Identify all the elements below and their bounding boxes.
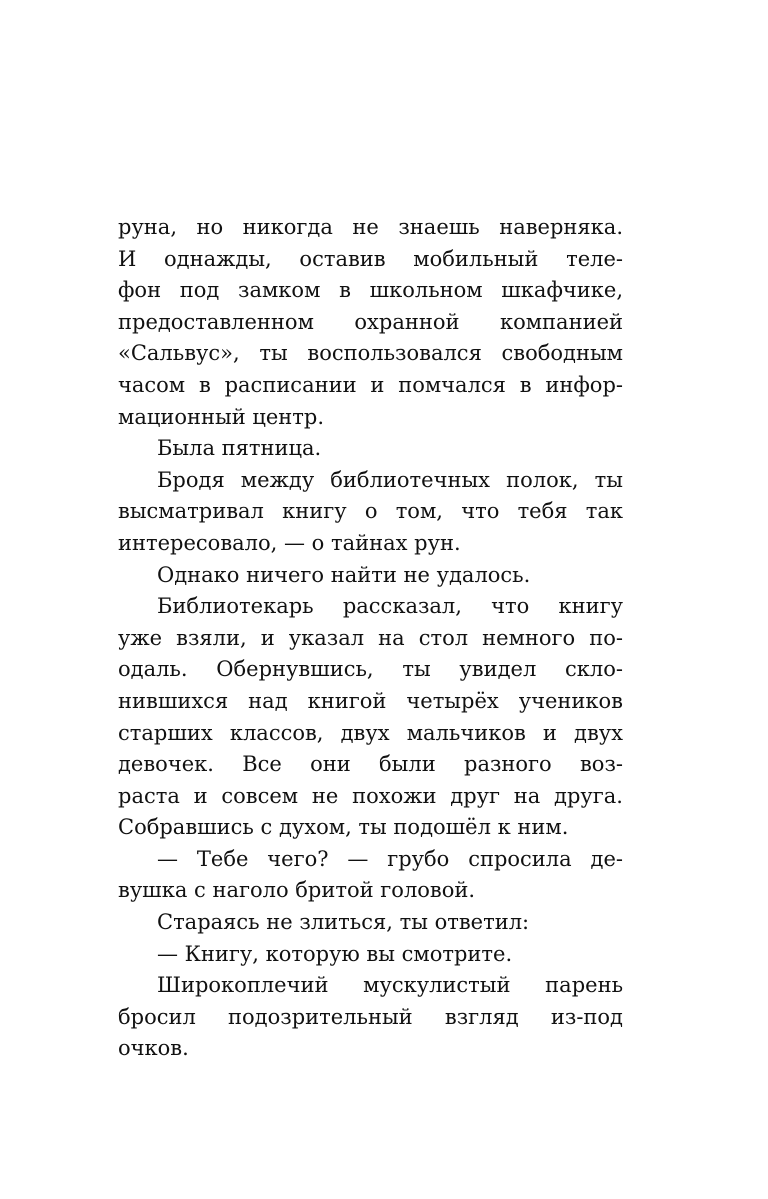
- text-line: нившихся над книгой четырёх учеников: [118, 688, 623, 713]
- text-line: интересовало, — о тайнах рун.: [118, 530, 461, 555]
- paragraph: [118, 844, 623, 907]
- paragraph: [118, 560, 623, 592]
- text-line: — Книгу, которую вы смотрите.: [157, 941, 513, 966]
- text-line: Бродя между библиотечных полок, ты: [157, 467, 623, 492]
- text-line: Была пятница.: [157, 436, 322, 461]
- text-line: предоставленном охранной компанией: [118, 309, 623, 334]
- paragraph: [118, 465, 623, 560]
- text-line: часом в расписании и помчался в инфор-: [118, 372, 623, 397]
- text-line: одаль. Обернувшись, ты увидел скло-: [118, 657, 623, 682]
- text-line: девочек. Все они были разного воз-: [118, 752, 623, 777]
- paragraph: [118, 212, 623, 433]
- paragraph: [118, 939, 623, 971]
- text-line: мационный центр.: [118, 404, 325, 429]
- text-line: уже взяли, и указал на стол немного по-: [118, 625, 623, 650]
- text-line: очков.: [118, 1036, 189, 1061]
- paragraph: [118, 591, 623, 844]
- text-line: руна, но никогда не знаешь наверняка.: [118, 215, 623, 239]
- text-line: Библиотекарь рассказал, что книгу: [157, 594, 623, 619]
- text-line: бросил подозрительный взгляд из-под: [118, 1004, 623, 1029]
- text-line: раста и совсем не похожи друг на друга.: [118, 783, 623, 808]
- text-line: «Сальвус», ты воспользовался свободным: [118, 341, 623, 366]
- text-line: фон под замком в школьном шкафчике,: [118, 278, 623, 303]
- text-line: старших классов, двух мальчиков и двух: [118, 720, 623, 745]
- paragraph: [118, 970, 623, 1065]
- text-line: вушка с наголо бритой головой.: [118, 878, 476, 903]
- text-line: высматривал книгу о том, что тебя так: [118, 499, 623, 524]
- paragraph: [118, 907, 623, 939]
- text-line: И однажды, оставив мобильный теле-: [118, 246, 623, 271]
- text-line: Стараясь не злиться, ты ответил:: [157, 910, 530, 935]
- text-line: Широкоплечий мускулистый парень: [157, 973, 623, 998]
- book-page: [118, 212, 623, 1065]
- text-line: Собравшись с духом, ты подошёл к ним.: [118, 815, 569, 840]
- paragraph: [118, 433, 623, 465]
- text-line: Однако ничего найти не удалось.: [157, 562, 531, 587]
- text-line: — Тебе чего? — грубо спросила де-: [157, 846, 623, 871]
